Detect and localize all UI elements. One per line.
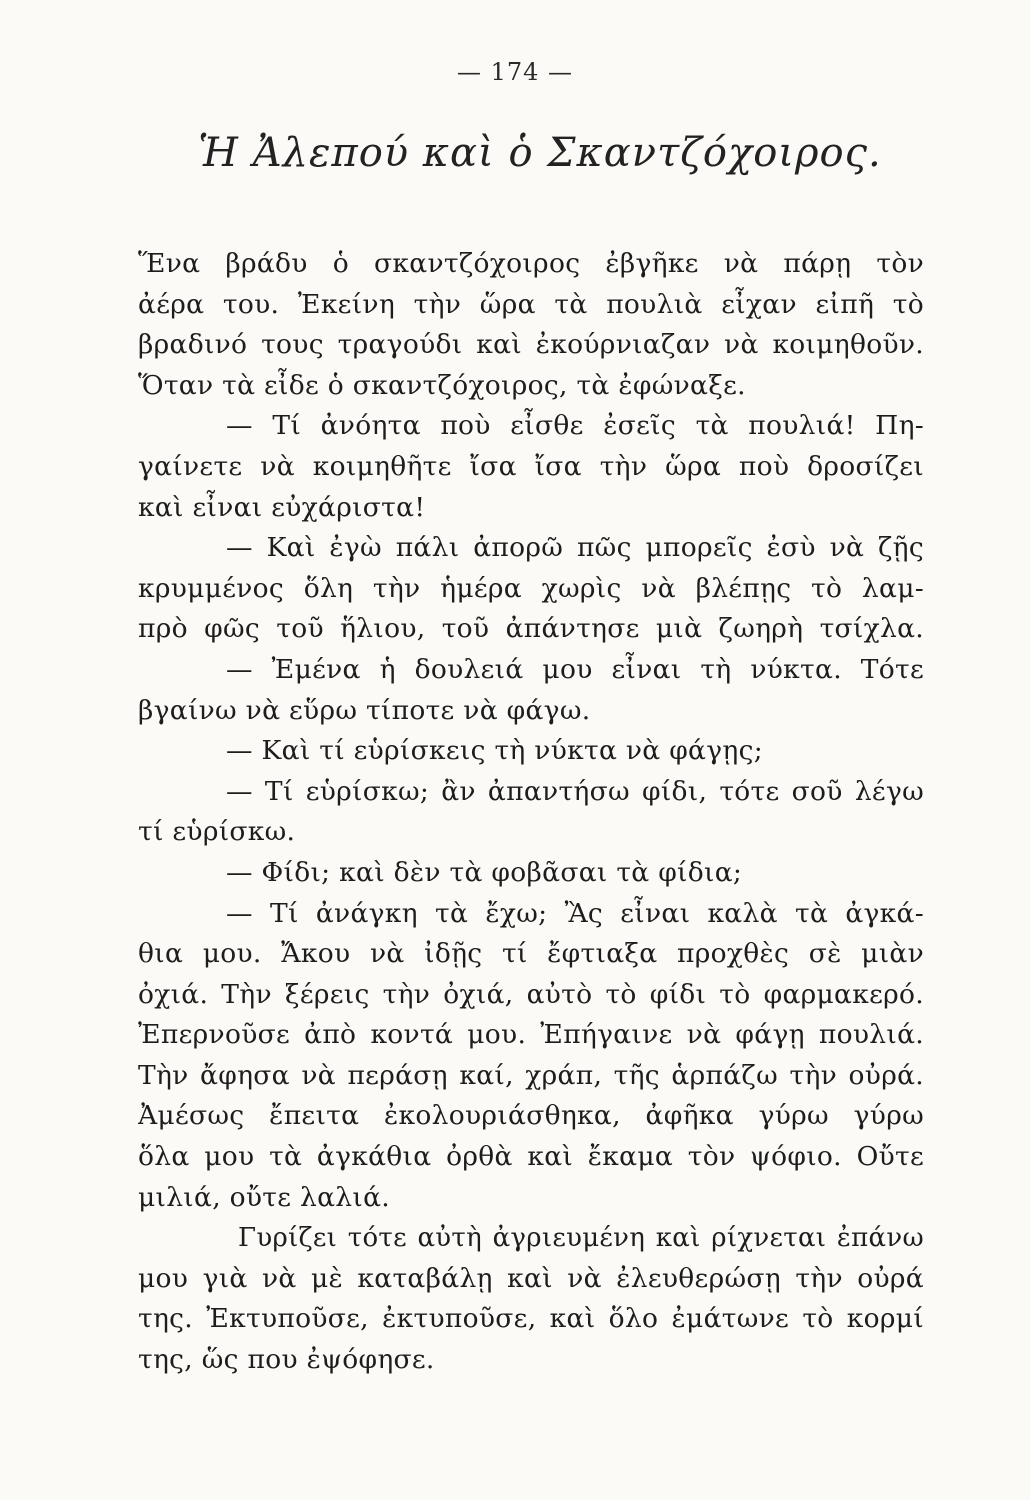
text-line: βραδινό τους τραγούδι καὶ ἐκούρνιαζαν νὰ κοιμηθοῦν.	[138, 329, 924, 361]
text-line: μιλιά, οὔτε λαλιά.	[138, 1181, 391, 1213]
text-line: ἀέρα του. Ἐκείνη τὴν ὥρα τὰ πουλιὰ εἶχαν εἰπῆ τὸ	[138, 288, 924, 320]
text-line: καὶ εἶναι εὐχάριστα!	[138, 491, 426, 523]
text-line: Ὅταν τὰ εἶδε ὁ σκαντζόχοιρος, τὰ ἐφώναξε.	[138, 369, 746, 401]
text-line: — Ἐμένα ἡ δουλειά μου εἶναι τὴ νύκτα. Τότε	[226, 653, 924, 685]
text-line: της. Ἐκτυποῦσε, ἐκτυποῦσε, καὶ ὅλο ἐμάτωνε τὸ κορμί	[138, 1303, 924, 1335]
text-line: Ἐπερνοῦσε ἀπὸ κοντά μου. Ἐπήγαινε νὰ φάγῃ πουλιά.	[138, 1019, 924, 1051]
text-line: μου γιὰ νὰ μὲ καταβάλῃ καὶ νὰ ἐλευθερώσῃ τὴν οὐρά	[138, 1262, 924, 1294]
text-line: της, ὥς που ἐψόφησε.	[138, 1344, 435, 1376]
text-line: — Καὶ τί εὑρίσκεις τὴ νύκτα νὰ φάγῃς;	[226, 735, 763, 767]
text-line: — Τί ἀνόητα ποὺ εἶσθε ἐσεῖς τὰ πουλιά! Πη-	[226, 410, 924, 442]
text-line: βγαίνω νὰ εὕρω τίποτε νὰ φάγω.	[138, 694, 591, 726]
text-line: — Καὶ ἐγὼ πάλι ἀπορῶ πῶς μπορεῖς ἐσὺ νὰ ζῇς	[226, 532, 924, 564]
text-line: ὀχιά. Τὴν ξέρεις τὴν ὀχιά, αὐτὸ τὸ φίδι τὸ φαρμακερό.	[138, 978, 924, 1010]
story-title: Ἡ Ἀλεπού καὶ ὁ Σκαντζόχοιρος.	[198, 130, 882, 176]
text-line: ὅλα μου τὰ ἀγκάθια ὀρθὰ καὶ ἔκαμα τὸν ψόφιο. Οὔτε	[138, 1141, 924, 1173]
text-line: γαίνετε νὰ κοιμηθῆτε ἴσα ἴσα τὴν ὥρα ποὺ δροσίζει	[138, 450, 924, 482]
text-line: πρὸ φῶς τοῦ ἥλιου, τοῦ ἀπάντησε μιὰ ζωηρὴ τσίχλα.	[138, 613, 924, 645]
text-line: τί εὑρίσκω.	[138, 816, 296, 848]
text-line: κρυμμένος ὅλη τὴν ἡμέρα χωρὶς νὰ βλέπῃς τὸ λαμ-	[138, 572, 924, 604]
page-number: — 174 —	[456, 58, 574, 86]
text-line: θια μου. Ἄκου νὰ ἰδῇς τί ἔφτιαξα προχθὲς σὲ μιὰν	[138, 938, 924, 970]
story-body	[138, 244, 924, 1381]
text-line: Γυρίζει τότε αὐτὴ ἀγριευμένη καὶ ρίχνεται ἐπάνω	[238, 1223, 924, 1254]
text-line: Ἀμέσως ἔπειτα ἐκολουριάσθηκα, ἀφῆκα γύρω γύρω	[138, 1100, 924, 1132]
text-line: Ἕνα βράδυ ὁ σκαντζόχοιρος ἐβγῆκε νὰ πάρῃ τὸν	[138, 248, 924, 279]
text-line: — Φίδι; καὶ δὲν τὰ φοβᾶσαι τὰ φίδια;	[226, 856, 743, 888]
text-line: — Τί εὑρίσκω; ἂν ἀπαντήσω φίδι, τότε σοῦ λέγω	[226, 775, 924, 807]
text-line: Τὴν ἄφησα νὰ περάσῃ καί, χράπ, τῆς ἁρπάζω τὴν οὐρά.	[138, 1059, 924, 1091]
text-line: — Τί ἀνάγκη τὰ ἔχω; Ἂς εἶναι καλὰ τὰ ἀγκά-	[226, 897, 924, 929]
